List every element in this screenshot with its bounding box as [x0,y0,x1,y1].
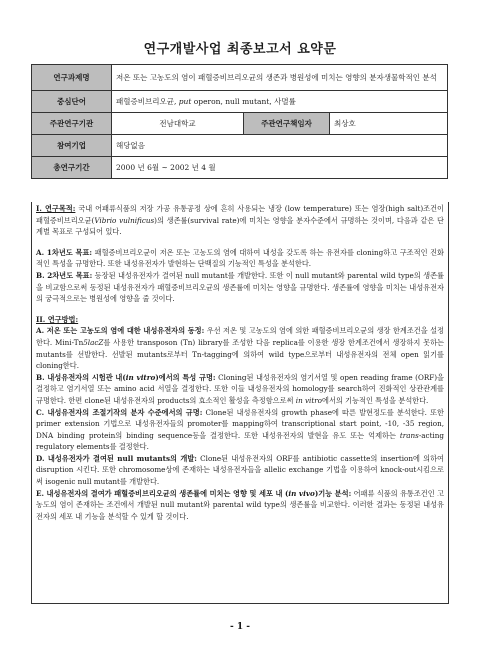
method-c [36,407,444,453]
method-e [36,488,444,523]
text-run: 에서의 기능적인 특성을 분석한다. [322,395,429,405]
text-run: Clone된 내성유전자의 growth phase에 따른 발현정도를 분석한다. 또한 primer extension 기법으로 내성유전자들의 promoter를 mapping하여 transcriptional start point, -10, -35 region, DNA binding protein의 binding sequence등을 결정한다. 또한 내성유전자의 발현을 유도 또는 억제하는 [36,407,444,440]
page-number: - 1 - [230,622,250,632]
section1-intro [36,203,444,238]
label-project-title: 연구과제명 [32,65,112,91]
method-d-head: D. 내성유전자가 결여된 null mutants의 개발: [36,453,197,463]
summary-info-table [31,64,448,179]
method-b-head-pre: B. 내성유전자의 시험관 내( [36,372,126,382]
text-run: trans [399,430,419,440]
goal-year1-label: A. 1차년도 목표: [36,247,93,257]
text-run: 5lacZ [83,337,104,347]
label-period: 총연구기간 [32,157,112,179]
row-period [32,157,448,179]
text-run: Cloning된 내성유전자의 염기서열 및 open reading frame (ORF)을 결정하고 염기서열 또는 amino acid 서열을 결정한다. 또한 이들 내성유전자의 homology를 search하여 진화적인 상관관계를 규명한다. 한편 clone된 내성유전자의 products의 효소적인 활성을 측정함으로써 [36,372,444,405]
section1-heading: I. 연구목적: [36,204,76,213]
goal-year1 [36,247,444,270]
method-d [36,453,444,488]
goal-year2-label: B. 2차년도 목표: [36,270,93,280]
value-period: 2000 년 6월 ~ 2002 년 4 월 [112,157,448,179]
text-run: 우선 저온 및 고농도의 염에 의한 패혈증비브리오균의 생장 한계조건을 설정한다. Mini-Tn [36,326,444,347]
row-project-title [32,65,448,91]
text-run: Vibrio vulnificus [94,215,155,225]
method-e-head-post: )기능 분석: [314,488,352,498]
label-institution: 주관연구기관 [32,113,112,135]
section2-heading-line [36,314,444,326]
method-c-head: C. 내성유전자의 조절기작의 분자 수준에서의 규명: [36,407,203,417]
goal-year1-text: 패혈증비브리오균이 저온 또는 고농도의 염에 대하여 내성을 갖도록 하는 유전자를 cloning하고 구조적인 진화적인 특성을 규명한다. 또한 내성유전자가 발현하는 단백질의 기능적인 특성을 분석한다. [36,247,444,269]
section1-intro-text [36,204,444,236]
page-title: 연구개발사업 최종보고서 요약문 [143,42,337,57]
keywords-prefix: 패혈증비브리오균, [116,96,179,106]
method-e-head-italic: in vivo [288,488,315,498]
value-keywords [112,91,448,113]
label-keywords: 중심단어 [32,91,112,113]
label-company: 참여기업 [32,135,112,157]
method-a-head: A. 저온 또는 고농도의 염에 대한 내성유전자의 동정: [36,326,205,336]
text-run: )의 생존률(survival rate)에 미치는 영향을 분자수준에서 규명하는 것이며, 다음과 같은 단계별 목표로 구성되어 있다. [36,215,444,237]
text-run: -acting regulatory elements를 결정한다. [36,430,444,452]
text-run: in vitro [295,395,322,405]
method-b-head-post: )에서의 특성 규명: [155,372,216,382]
row-keywords [32,91,448,113]
summary-content [31,202,449,604]
goal-year2 [36,270,444,305]
method-b-head-italic: in vitro [125,372,156,382]
label-principal-investigator: 주관연구책임자 [244,113,330,135]
text-run: 국내 어패류식품의 저장 가공 유통공정 상에 흔히 사용되는 냉장 (low temperature) 또는 염장(high salt)조건이 패혈증비브리오균( [36,204,445,225]
value-principal-investigator: 최상호 [330,113,448,135]
method-e-head-pre: E. 내성유전자의 결여가 패혈증비브리오균의 생존률에 미치는 영향 및 세포 내 ( [36,488,289,498]
row-institution [32,113,448,135]
value-company: 해당없음 [112,135,448,157]
method-b-head [36,373,216,382]
keywords-suffix: operon, null mutant, 사멸률 [191,96,296,106]
keywords-italic: put [178,96,192,106]
text-run: Clone된 내성유전자의 ORF를 antibiotic cassette의 insertion에 의하여 disruption 시킨다. 또한 chromosome상에 존재하는 내성유전자들을 allelic exchange 기법을 이용하여 knock-out시킴으로써 isogenic null mutant를 개발한다. [36,453,445,487]
method-a [36,325,444,371]
value-institution: 전남대학교 [112,113,244,135]
text-run: 어패류 식품의 유통조건인 고농도의 염이 존재하는 조건에서 개발된 null mutant와 parental wild type의 생존률을 비교한다. 이러한 결과는 동정된 내성유전자의 세포 내 기능을 분석할 수 있게 할 것이다. [36,488,444,521]
section2-heading: II. 연구방법: [36,314,79,324]
method-e-head [36,489,351,498]
text-run: 를 사용한 transposon (Tn) library를 조성한 다음 replica를 이용한 생장 한계조건에서 생장하지 못하는 mutants를 선발한다. 선발된 mutants로부터 Tn-tagging에 의하여 wild type으로부터 내성유전자의 전체 open 읽기를 cloning한다. [36,337,444,371]
value-project-title: 저온 또는 고농도의 염이 패혈증비브리오균의 생존과 병원성에 미치는 영향의 분자생물학적인 분석 [112,65,448,91]
row-company [32,135,448,157]
goal-year2-text: 등장된 내성유전자가 결여된 null mutant를 개발한다. 또한 이 null mutant와 parental wild type의 생존률을 비교함으로써 동정된 내성유전자가 패혈증비브리오균의 생존률에 미치는 영향을 규명한다. 생존률에 영향을 미치는 내성유전자의 궁극적으로는 병원성에 영향을 줄 것이다. [36,270,444,304]
method-b [36,372,444,407]
